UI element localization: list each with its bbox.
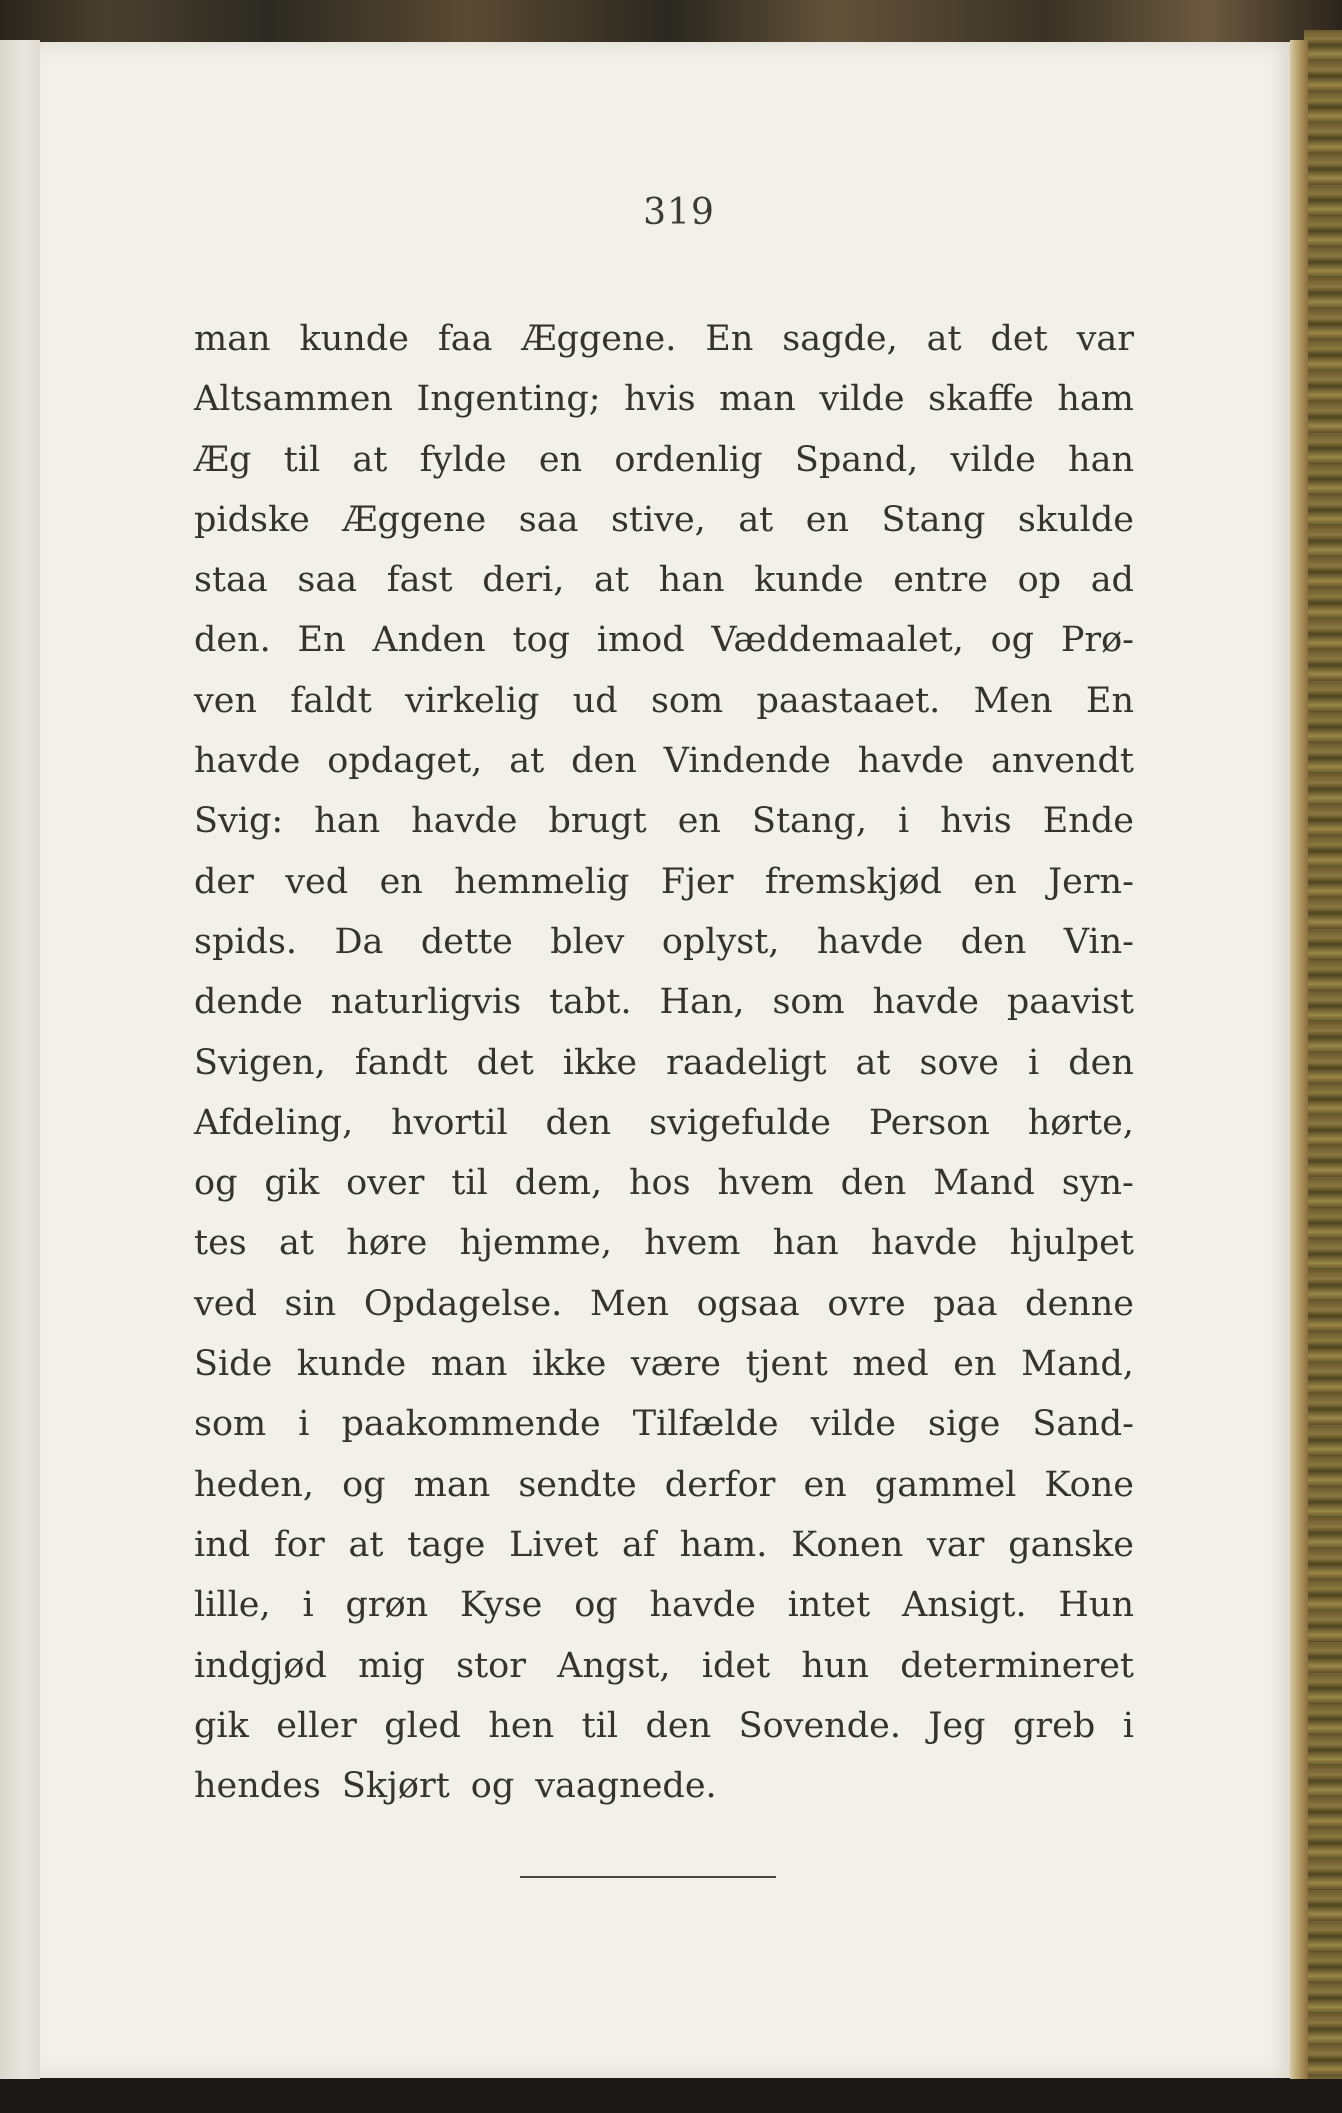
word: vilde (819, 379, 905, 420)
word: brugt (548, 801, 647, 842)
word: han (772, 1223, 839, 1264)
word: i (898, 801, 910, 842)
text-line (194, 440, 1134, 500)
word: ved (285, 861, 349, 902)
text-line (194, 1103, 1134, 1163)
text-line (194, 1163, 1134, 1223)
word: i (1122, 1705, 1134, 1746)
word: høre (346, 1223, 428, 1264)
word: og (470, 1766, 515, 1807)
word: gik (194, 1705, 249, 1746)
word: hos (629, 1163, 691, 1204)
word: sin (284, 1283, 337, 1324)
word: paa (933, 1283, 998, 1324)
word: paavist (1006, 982, 1134, 1023)
book-cover-edge (1304, 30, 1342, 2090)
word: med (852, 1344, 929, 1385)
word: at (352, 439, 388, 480)
word: og (194, 1163, 238, 1204)
text-line (194, 1404, 1134, 1464)
book-bottom-edge (0, 2079, 1342, 2113)
word: var (927, 1524, 985, 1565)
word: ogsaa (696, 1283, 800, 1324)
text-line (194, 319, 1134, 379)
word: der (194, 861, 254, 902)
word: entre (893, 560, 988, 601)
word: hjulpet (1009, 1223, 1134, 1264)
word: opdaget, (327, 741, 483, 782)
page-number: 319 (643, 192, 715, 233)
word: havde (194, 741, 301, 782)
word: man (719, 379, 796, 420)
word: havde (816, 921, 924, 962)
word: den (645, 1705, 712, 1746)
word: hendes (194, 1766, 321, 1807)
text-line (194, 560, 1134, 620)
word: Væddemaalet, (711, 620, 964, 661)
text-line (194, 1525, 1134, 1585)
word: Jeg (928, 1705, 986, 1746)
word: syn- (1061, 1163, 1134, 1204)
word: staa (194, 560, 268, 601)
word: af (621, 1524, 656, 1565)
word: En (297, 620, 346, 661)
word: Fjer (660, 861, 734, 902)
word: Hun (1058, 1585, 1134, 1626)
word: pidske (194, 499, 310, 540)
text-line (194, 922, 1134, 982)
word: Da (334, 921, 384, 962)
word: havde (872, 982, 979, 1023)
word: hvortil (391, 1102, 508, 1143)
word: til (581, 1705, 619, 1746)
word: ham (1057, 379, 1134, 420)
word: paakommende (341, 1404, 601, 1445)
word: op (1017, 560, 1062, 601)
word: hun (801, 1645, 869, 1686)
word: hvis (940, 801, 1012, 842)
word: at (348, 1524, 384, 1565)
word: Tilfælde (632, 1404, 779, 1445)
word: en (973, 861, 1017, 902)
word: eller (276, 1705, 357, 1746)
word: intet (787, 1585, 871, 1626)
word: og (342, 1464, 386, 1505)
word: Svigen, (194, 1042, 326, 1083)
text-line (194, 741, 1134, 801)
word: Jern- (1048, 861, 1134, 902)
word: Æg (194, 439, 252, 480)
word: tjent (745, 1344, 828, 1385)
word: ordenlig (614, 439, 763, 480)
word: over (346, 1163, 425, 1204)
word: fast (386, 560, 453, 601)
word: Ende (1042, 801, 1134, 842)
word: Afdeling, (194, 1102, 354, 1143)
word: Kyse (460, 1585, 543, 1626)
word: En (705, 319, 754, 359)
word: ikke (562, 1042, 638, 1083)
word: sagde, (782, 319, 898, 359)
word: ved (194, 1283, 257, 1324)
text-line (194, 1465, 1134, 1525)
text-line (194, 1344, 1134, 1404)
word: Person (868, 1102, 990, 1143)
word: hørte, (1027, 1102, 1134, 1143)
text-line (194, 1284, 1134, 1344)
word: han (658, 560, 725, 601)
text-line (194, 1766, 1134, 1826)
word: grøn (345, 1585, 429, 1626)
word: gik (264, 1163, 320, 1204)
word: den (545, 1102, 612, 1143)
word: Vindende (663, 741, 831, 782)
page-gutter-edge (1290, 40, 1308, 2080)
word: vilde (950, 439, 1036, 480)
word: man (430, 1344, 508, 1385)
word: Ingenting; (416, 379, 601, 420)
word: den (1068, 1042, 1134, 1083)
word: sove (919, 1042, 1000, 1083)
word: Æggene. (521, 319, 677, 359)
word: en (803, 1464, 847, 1505)
word: Men (589, 1283, 669, 1324)
word: Stang, (751, 801, 867, 842)
word: virkelig (405, 680, 540, 721)
body-text (194, 319, 1134, 1826)
word: Svig: (194, 801, 284, 842)
word: at (926, 319, 962, 359)
word: derfor (664, 1464, 776, 1505)
word: vilde (810, 1404, 896, 1445)
word: kunde (296, 1344, 407, 1385)
word: Æggene (342, 499, 487, 540)
text-line (194, 1043, 1134, 1103)
text-line (194, 379, 1134, 439)
word: Men (973, 680, 1053, 721)
word: havde (649, 1585, 756, 1626)
word: Han, (659, 982, 745, 1023)
text-line (194, 1585, 1134, 1645)
word: den (840, 1163, 907, 1204)
word: Anden (372, 620, 486, 661)
word: Side (194, 1344, 273, 1385)
word: at (509, 741, 545, 782)
word: at (279, 1223, 314, 1264)
word: ikke (532, 1344, 607, 1385)
word: for (273, 1524, 325, 1565)
word: deri, (482, 560, 565, 601)
word: faldt (290, 680, 372, 721)
word: oplyst, (661, 921, 780, 962)
word: dende (194, 982, 303, 1023)
word: ad (1090, 560, 1134, 601)
word: Stang (881, 499, 986, 540)
text-line (194, 681, 1134, 741)
word: en (538, 439, 583, 480)
word: hemmelig (454, 861, 630, 902)
word: raadeligt (666, 1042, 827, 1083)
word: tage (407, 1524, 486, 1565)
word: skulde (1017, 499, 1134, 540)
book-top-edge (0, 0, 1342, 46)
word: idet (701, 1645, 771, 1686)
word: man (194, 319, 271, 359)
word: han (1068, 439, 1134, 480)
word: Mand (933, 1163, 1035, 1204)
word: vaagnede. (535, 1766, 717, 1807)
word: tes (194, 1223, 247, 1264)
word: den (571, 741, 637, 782)
word: ven (194, 680, 258, 721)
word: imod (596, 620, 685, 661)
word: havde (411, 801, 518, 842)
word: tog (512, 620, 571, 661)
word: at (855, 1042, 891, 1083)
word: en (805, 499, 850, 540)
word: og (574, 1585, 618, 1626)
word: Mand, (1021, 1344, 1134, 1385)
word: gled (384, 1705, 461, 1746)
word: paastaaet. (756, 680, 941, 721)
left-page-edge (0, 40, 40, 2090)
word: som (772, 982, 845, 1023)
text-line (194, 1223, 1134, 1283)
book-page (40, 42, 1292, 2078)
word: fandt (354, 1042, 448, 1083)
word: havde (857, 741, 965, 782)
word: lille, (194, 1585, 271, 1626)
section-end-rule (520, 1876, 776, 1878)
word: som (194, 1404, 267, 1445)
word: stive, (610, 499, 706, 540)
word: ovre (827, 1283, 906, 1324)
word: Vin- (1063, 921, 1134, 962)
word: Spand, (794, 439, 919, 480)
word: den (960, 921, 1027, 962)
word: den. (194, 620, 271, 661)
word: hvem (717, 1163, 814, 1204)
text-line (194, 1646, 1134, 1706)
word: kunde (754, 560, 864, 601)
text-line (194, 862, 1134, 922)
word: en (379, 861, 423, 902)
word: En (1085, 680, 1134, 721)
word: skaffe (928, 379, 1034, 420)
word: Sand- (1032, 1404, 1134, 1445)
word: Angst, (557, 1645, 671, 1686)
text-line (194, 1706, 1134, 1766)
word: var (1076, 319, 1134, 359)
word: Konen (791, 1524, 904, 1565)
word: Altsammen (194, 379, 393, 420)
word: at (738, 499, 774, 540)
text-line (194, 620, 1134, 680)
word: indgjød (194, 1645, 327, 1686)
word: stor (456, 1645, 526, 1686)
word: det (476, 1042, 534, 1083)
word: en (953, 1344, 997, 1385)
word: hjemme, (459, 1223, 612, 1264)
word: sendte (518, 1464, 637, 1505)
word: svigefulde (649, 1102, 831, 1143)
text-line (194, 500, 1134, 560)
word: denne (1025, 1283, 1134, 1324)
word: at (594, 560, 629, 601)
word: saa (518, 499, 579, 540)
word: hvem (644, 1223, 741, 1264)
word: Ansigt. (902, 1585, 1027, 1626)
word: ud (572, 680, 618, 721)
word: dem, (514, 1163, 603, 1204)
word: faa (437, 319, 493, 359)
word: Sovende. (738, 1705, 901, 1746)
word: saa (297, 560, 358, 601)
word: naturligvis (330, 982, 522, 1023)
word: i (1028, 1042, 1040, 1083)
word: Prø- (1060, 620, 1134, 661)
word: havde (871, 1223, 978, 1264)
word: i (302, 1585, 314, 1626)
word: greb (1012, 1705, 1096, 1746)
word: ind (194, 1524, 251, 1565)
word: det (990, 319, 1048, 359)
word: fylde (419, 439, 507, 480)
word: han (314, 801, 381, 842)
word: ham. (679, 1524, 768, 1565)
word: sige (928, 1404, 1001, 1445)
word: mig (358, 1645, 425, 1686)
word: i (298, 1404, 310, 1445)
text-line (194, 982, 1134, 1042)
word: tabt. (549, 982, 632, 1023)
word: blev (550, 921, 625, 962)
word: ganske (1008, 1524, 1134, 1565)
word: Kone (1044, 1464, 1134, 1505)
word: Skjørt (341, 1766, 450, 1807)
word: hvis (624, 379, 696, 420)
word: dette (420, 921, 513, 962)
word: hen (488, 1705, 555, 1746)
word: og (990, 620, 1035, 661)
word: heden, (194, 1464, 315, 1505)
word: som (650, 680, 724, 721)
word: fremskjød (764, 861, 942, 902)
word: til (283, 439, 321, 480)
word: Opdagelse. (363, 1283, 563, 1324)
word: gammel (874, 1464, 1017, 1505)
word: determineret (900, 1645, 1134, 1686)
word: en (677, 801, 721, 842)
word: kunde (299, 319, 409, 359)
word: være (630, 1344, 722, 1385)
word: til (451, 1163, 488, 1204)
text-line (194, 801, 1134, 861)
word: man (413, 1464, 491, 1505)
word: Livet (509, 1524, 599, 1565)
word: spids. (194, 921, 298, 962)
word: anvendt (991, 741, 1134, 782)
